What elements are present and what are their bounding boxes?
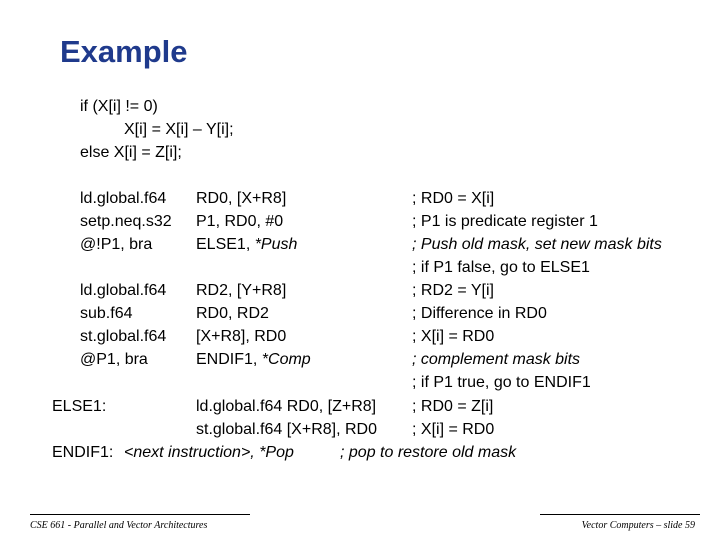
- block2-comment-2: ; Difference in RD0: [412, 305, 547, 322]
- pseudocode-line-1: if (X[i] != 0): [80, 98, 158, 115]
- footer-rule-left: [30, 514, 250, 515]
- block1-arg-3: [196, 235, 297, 254]
- block1-arg-1: RD0, [X+R8]: [196, 190, 287, 207]
- footer-right: Vector Computers – slide 59: [581, 520, 695, 531]
- endif1-label: ENDIF1:: [52, 444, 114, 461]
- pseudocode-line-3: else X[i] = Z[i];: [80, 144, 182, 161]
- block2-arg-1: RD2, [Y+R8]: [196, 282, 287, 299]
- page-title: Example: [60, 34, 188, 69]
- block2-arg-2: RD0, RD2: [196, 305, 269, 322]
- footer-left: CSE 661 - Parallel and Vector Architectures: [30, 520, 208, 531]
- block1-arg-2: P1, RD0, #0: [196, 213, 284, 230]
- block2-comment-5: ; if P1 true, go to ENDIF1: [412, 374, 591, 391]
- else1-instr-1: ld.global.f64 RD0, [Z+R8]: [196, 398, 377, 415]
- block2-arg-3: [X+R8], RD0: [196, 328, 287, 345]
- block1-arg-3-italic: *Push: [254, 236, 298, 253]
- block1-arg-3-main: ELSE1,: [196, 236, 255, 253]
- block1-comment-1: ; RD0 = X[i]: [412, 190, 495, 207]
- else1-label: ELSE1:: [52, 398, 107, 415]
- block1-op-1: ld.global.f64: [80, 190, 167, 207]
- pseudocode-line-2: X[i] = X[i] – Y[i];: [124, 121, 234, 138]
- endif1-instr: <next instruction>, *Pop: [124, 444, 294, 461]
- block2-op-4: @P1, bra: [80, 351, 148, 368]
- else1-comment-2: ; X[i] = RD0: [412, 421, 495, 438]
- block1-comment-4: ; if P1 false, go to ELSE1: [412, 259, 590, 276]
- block1-op-2: setp.neq.s32: [80, 213, 172, 230]
- block1-op-3: @!P1, bra: [80, 236, 153, 253]
- block2-op-2: sub.f64: [80, 305, 133, 322]
- block2-arg-4: [196, 350, 311, 369]
- block2-comment-4: ; complement mask bits: [412, 351, 581, 368]
- block2-arg-4-main: ENDIF1,: [196, 351, 262, 368]
- block2-comment-3: ; X[i] = RD0: [412, 328, 495, 345]
- block1-comment-3: ; Push old mask, set new mask bits: [412, 236, 662, 253]
- block2-op-1: ld.global.f64: [80, 282, 167, 299]
- else1-comment-1: ; RD0 = Z[i]: [412, 398, 494, 415]
- else1-instr-2: st.global.f64 [X+R8], RD0: [196, 421, 377, 438]
- block2-comment-1: ; RD2 = Y[i]: [412, 282, 494, 299]
- footer-rule-right: [540, 514, 700, 515]
- block2-arg-4-italic: *Comp: [261, 351, 311, 368]
- endif1-comment: ; pop to restore old mask: [340, 444, 517, 461]
- block2-op-3: st.global.f64: [80, 328, 167, 345]
- block1-comment-2: ; P1 is predicate register 1: [412, 213, 598, 230]
